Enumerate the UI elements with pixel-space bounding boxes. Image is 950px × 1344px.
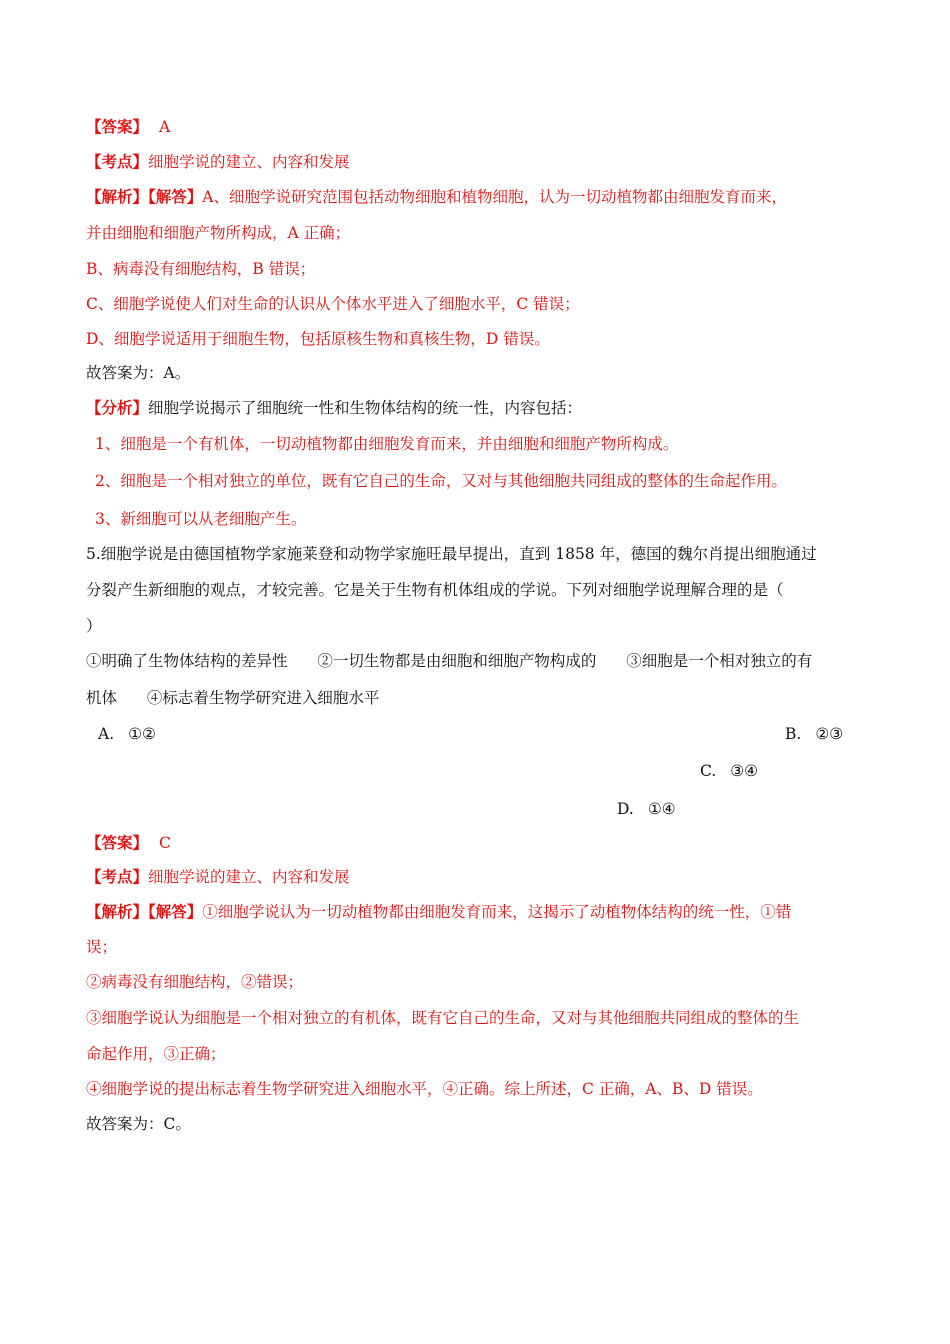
statement-1: ①明确了生物体结构的差异性 — [86, 652, 288, 670]
fenxi-row — [86, 397, 582, 419]
kaodian-row-1 — [86, 151, 350, 173]
kaodian-text-2: 细胞学说的建立、内容和发展 — [148, 868, 350, 886]
answer-label-2: 【答案】 — [86, 833, 149, 852]
kaodian-label: 【考点】 — [86, 152, 149, 171]
kaodian-text: 细胞学说的建立、内容和发展 — [148, 153, 350, 171]
jiexi-row-1 — [86, 186, 787, 208]
fenxi-point-1: 1、细胞是一个有机体，一切动植物都由细胞发育而来，并由细胞和细胞产物所构成。 — [95, 435, 679, 453]
jiexi-text-2: ①细胞学说认为一切动植物都由细胞发育而来，这揭示了动植物体结构的统一性，①错 — [202, 903, 792, 921]
option-a[interactable] — [98, 723, 156, 745]
conclusion-2: 故答案为：C。 — [86, 1115, 191, 1133]
statement-3: ③细胞是一个相对独立的有 — [626, 652, 813, 670]
jiexi-text: A、细胞学说研究范围包括动物细胞和植物细胞，认为一切动植物都由细胞发育而来， — [202, 188, 787, 206]
option-b-value: ②③ — [815, 725, 844, 743]
fenxi-text: 细胞学说揭示了细胞统一性和生物体结构的统一性，内容包括： — [148, 399, 583, 417]
answer-label: 【答案】 — [86, 117, 149, 136]
question5-line1: 5.细胞学说是由德国植物学家施莱登和动物学家施旺最早提出，直到 1858 年，德国的魏尔肖提出细胞通过 — [86, 545, 817, 563]
jiexi-continuation-2: 误； — [86, 938, 118, 956]
fenxi-point-2: 2、细胞是一个相对独立的单位，既有它自己的生命，又对与其他细胞共同组成的整体的生命起作用。 — [95, 472, 787, 490]
explanation-d: D、细胞学说适用于细胞生物，包括原核生物和真核生物，D 错误。 — [86, 330, 550, 348]
kaodian-row-2 — [86, 866, 350, 888]
option-a-letter: A. — [98, 725, 115, 743]
option-b-letter: B. — [785, 725, 802, 743]
option-b[interactable] — [785, 723, 843, 745]
explanation-b: B、病毒没有细胞结构，B 错误； — [86, 260, 316, 278]
jiexi-continuation-1: 并由细胞和细胞产物所构成，A 正确； — [86, 224, 351, 242]
explanation-3a: ③细胞学说认为细胞是一个相对独立的有机体，既有它自己的生命，又对与其他细胞共同组成的整体的生 — [86, 1009, 800, 1027]
option-d-value: ①④ — [647, 800, 676, 818]
jiexi-label-2: 【解析】【解答】 — [86, 902, 203, 921]
jiexi-row-2 — [86, 901, 791, 923]
answer-row-2 — [86, 832, 171, 854]
explanation-4: ④细胞学说的提出标志着生物学研究进入细胞水平，④正确。综上所述，C 正确，A、B、D 错误。 — [86, 1080, 763, 1098]
option-d[interactable] — [617, 798, 676, 820]
conclusion-1: 故答案为：A。 — [86, 364, 191, 382]
option-c-value: ③④ — [730, 762, 759, 780]
option-c-letter: C. — [700, 762, 717, 780]
question5-statements — [86, 650, 812, 672]
explanation-c: C、细胞学说使人们对生命的认识从个体水平进入了细胞水平，C 错误； — [86, 295, 580, 313]
statement-4: ④标志着生物学研究进入细胞水平 — [146, 689, 380, 707]
question5-line2: 分裂产生新细胞的观点，才较完善。它是关于生物有机体组成的学说。下列对细胞学说理解合理的是（ — [86, 581, 784, 599]
option-c[interactable] — [700, 760, 758, 782]
statement-3-cont: 机体 — [86, 689, 118, 707]
explanation-2: ②病毒没有细胞结构，②错误； — [86, 973, 304, 991]
answer-value-2: C — [158, 834, 171, 852]
answer-value: A — [158, 118, 171, 136]
option-a-value: ①② — [128, 725, 156, 743]
explanation-3b: 命起作用，③正确； — [86, 1045, 226, 1063]
kaodian-label-2: 【考点】 — [86, 867, 149, 886]
answer-row-1 — [86, 116, 170, 138]
jiexi-label: 【解析】【解答】 — [86, 187, 203, 206]
option-d-letter: D. — [617, 800, 634, 818]
question5-line3: ） — [86, 617, 102, 635]
statement-2: ②一切生物都是由细胞和细胞产物构成的 — [317, 652, 597, 670]
fenxi-label: 【分析】 — [86, 398, 149, 417]
fenxi-point-3: 3、新细胞可以从老细胞产生。 — [95, 510, 307, 528]
question5-statements-cont — [86, 687, 379, 709]
